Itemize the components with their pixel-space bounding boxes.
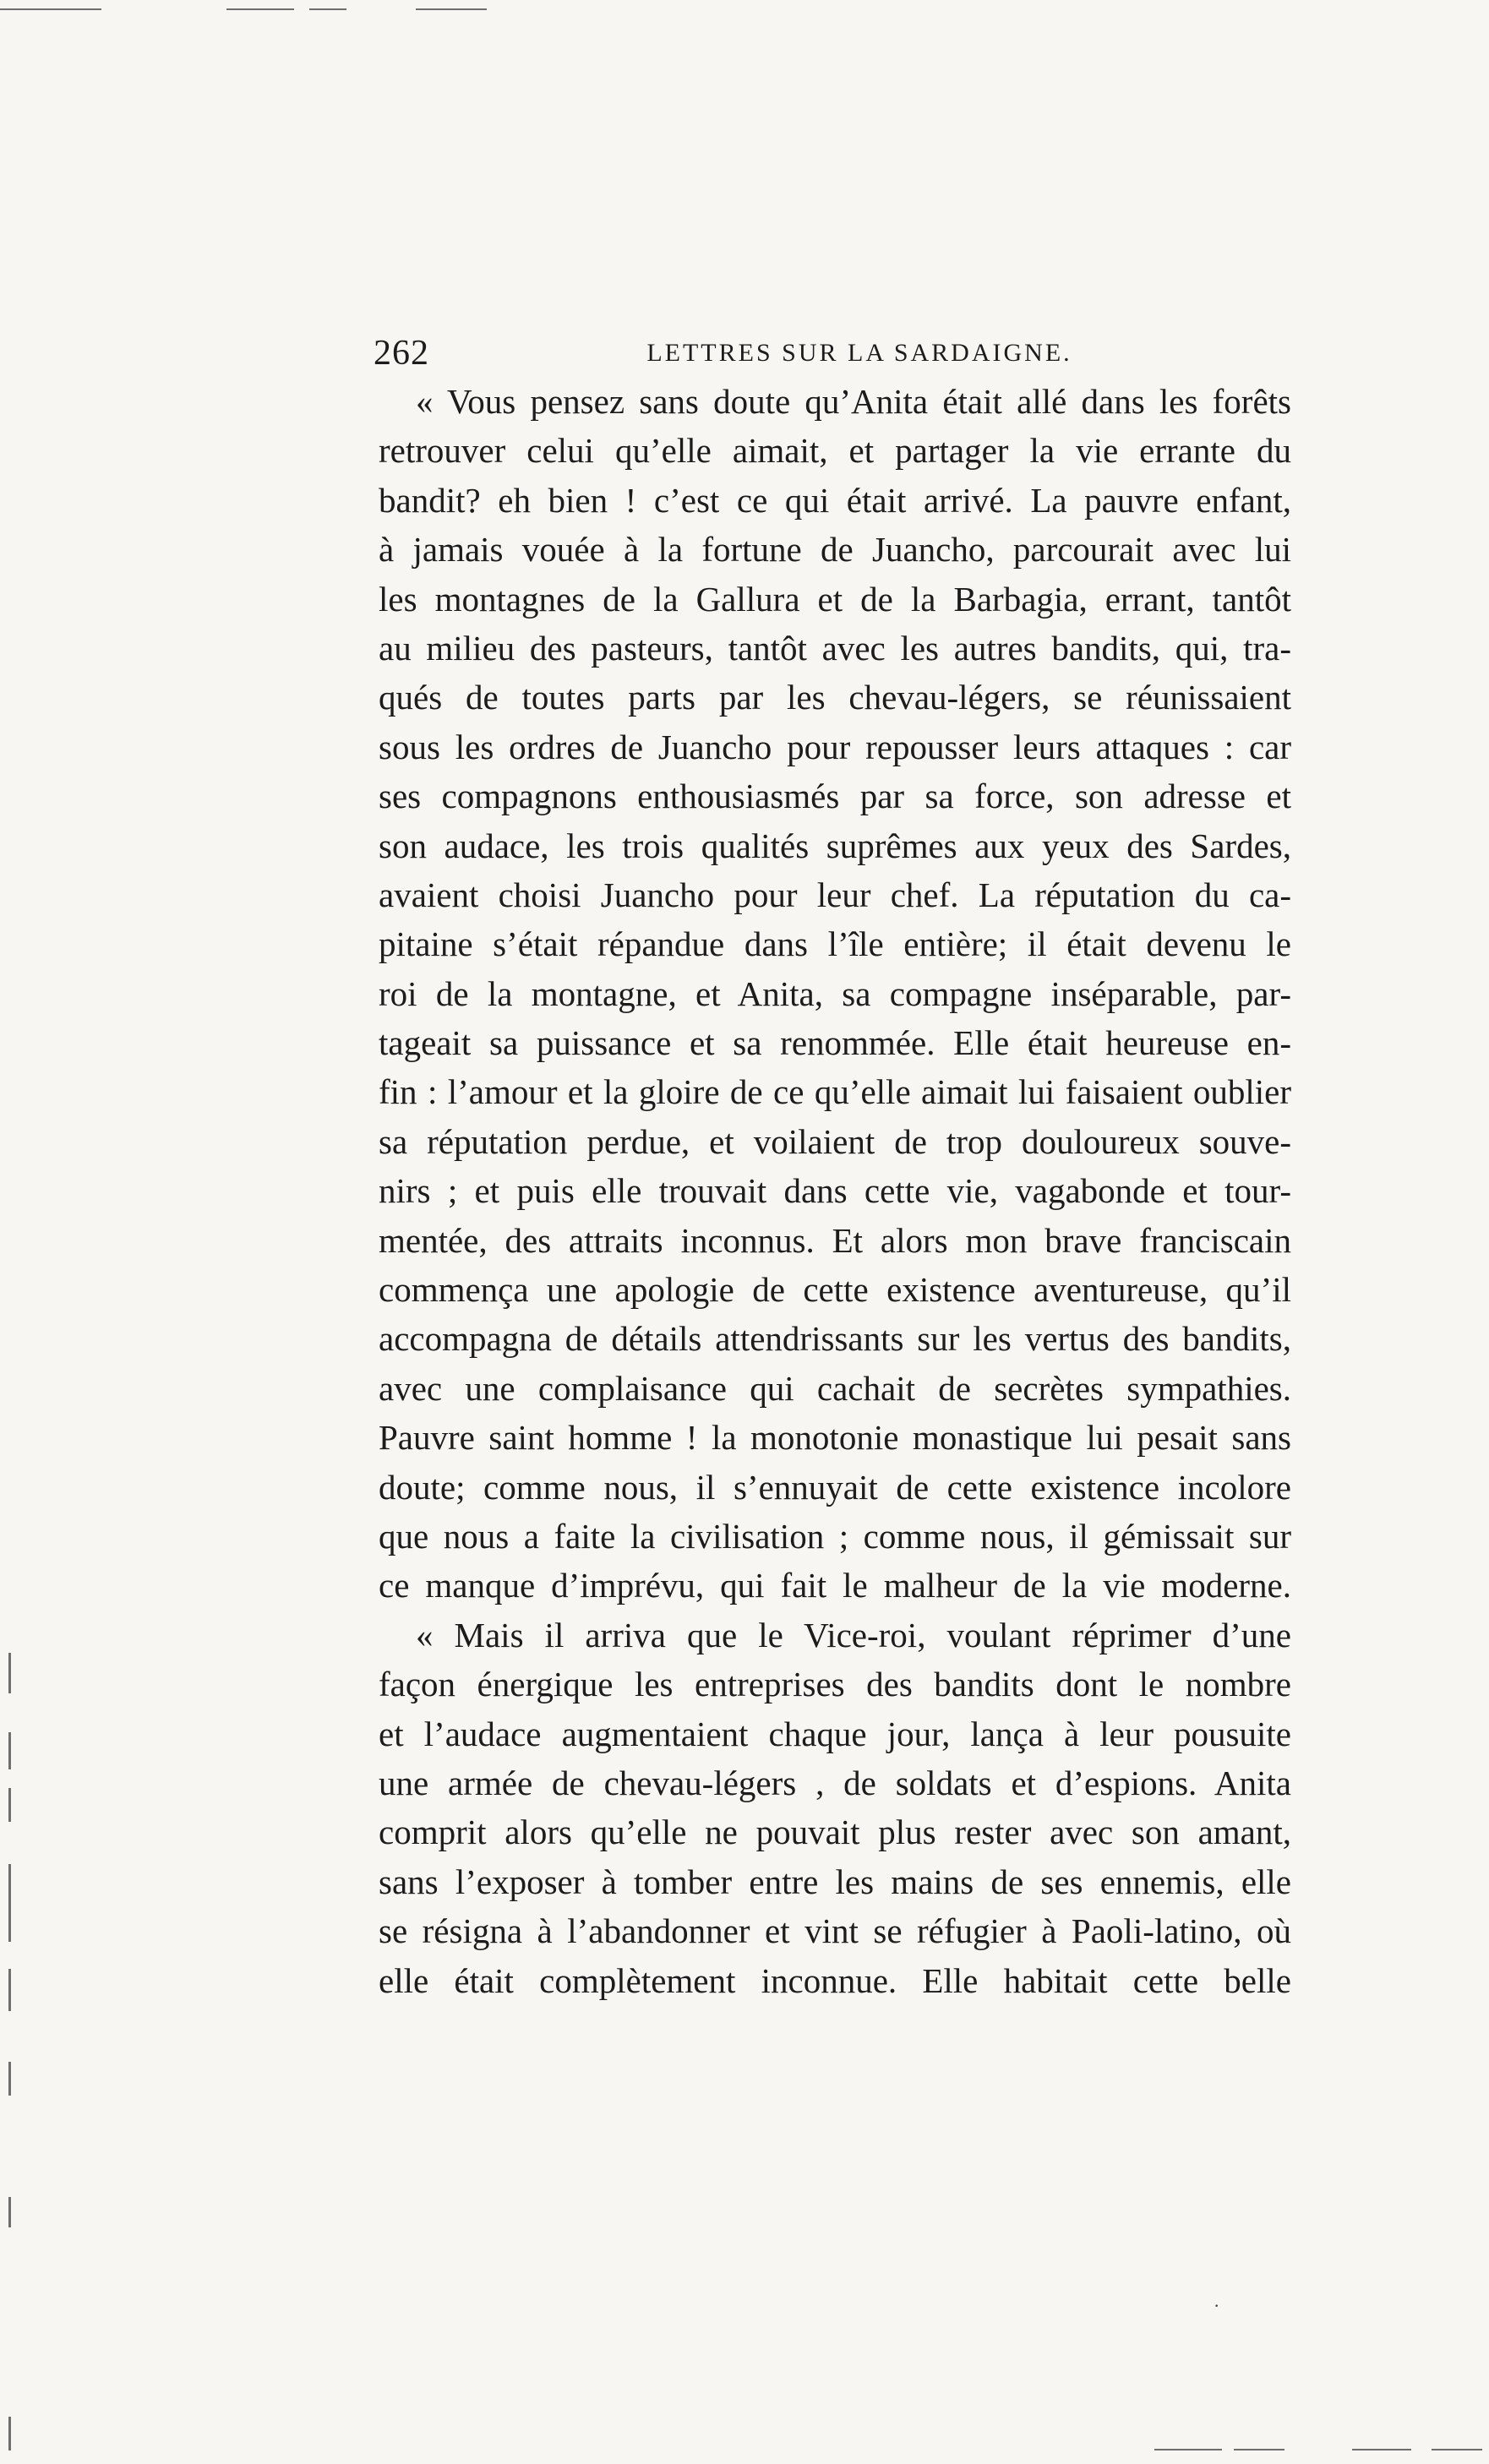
paragraph-1 — [379, 377, 1291, 1611]
text-line: se résigna à l’abandonner et vint se réfugier à Paoli-latino, où — [379, 1911, 1291, 1951]
text-line: « Mais il arriva que le Vice-roi, voulant réprimer d’une — [416, 1615, 1291, 1654]
text-line: tageait sa puissance et sa renommée. Elle était heureuse en- — [379, 1023, 1291, 1063]
scan-edge-mark — [8, 1653, 11, 1693]
text-line: sans l’exposer à tomber entre les mains de ses ennemis, elle — [379, 1862, 1291, 1901]
text-line: fin : l’amour et la gloire de ce qu’elle aimait lui faisaient oublier — [379, 1072, 1291, 1112]
scan-edge-mark — [0, 8, 101, 10]
text-line: avaient choisi Juancho pour leur chef. La réputation du ca- — [379, 875, 1291, 914]
paragraph-2 — [379, 1611, 1291, 2005]
scan-edge-mark — [8, 1864, 11, 1942]
text-line: son audace, les trois qualités suprêmes aux yeux des Sardes, — [379, 826, 1291, 865]
running-title: LETTRES SUR LA SARDAIGNE. — [646, 339, 1072, 367]
scan-edge-mark — [226, 8, 294, 10]
text-line: ses compagnons enthousiasmés par sa force, son adresse et — [379, 777, 1291, 816]
text-line: bandit? eh bien ! c’est ce qui était arrivé. La pauvre enfant, — [379, 480, 1291, 520]
scan-edge-mark — [8, 2062, 11, 2096]
text-line: retrouver celui qu’elle aimait, et partager la vie errante du — [379, 431, 1291, 471]
text-line: comprit alors qu’elle ne pouvait plus rester avec son amant, — [379, 1813, 1291, 1852]
scan-edge-mark — [1154, 2449, 1222, 2450]
text-line: à jamais vouée à la fortune de Juancho, parcourait avec lui — [379, 530, 1291, 570]
scan-edge-mark — [416, 8, 487, 10]
text-line: doute; comme nous, il s’ennuyait de cette existence incolore — [379, 1467, 1291, 1507]
ink-speck-mark: · — [1214, 2295, 1220, 2316]
page-number: 262 — [374, 334, 429, 373]
scan-edge-mark — [1234, 2449, 1284, 2450]
text-line: nirs ; et puis elle trouvait dans cette vie, vagabonde et tour- — [379, 1171, 1291, 1211]
scan-edge-mark — [8, 2417, 11, 2450]
text-line: pitaine s’était répandue dans l’île entière; il était devenu le — [379, 924, 1291, 964]
scan-edge-mark — [309, 8, 346, 10]
scan-edge-mark — [8, 1732, 11, 1769]
text-line: les montagnes de la Gallura et de la Barbagia, errant, tantôt — [379, 579, 1291, 619]
scan-edge-mark — [8, 1969, 11, 2011]
scan-edge-mark — [8, 1788, 11, 1822]
text-line: et l’audace augmentaient chaque jour, lança à leur pousuite — [379, 1714, 1291, 1753]
text-line: qués de toutes parts par les chevau-légers, se réunissaient — [379, 678, 1291, 717]
text-line: au milieu des pasteurs, tantôt avec les autres bandits, qui, tra- — [379, 628, 1291, 668]
scan-edge-mark — [1352, 2449, 1411, 2450]
body-text — [379, 377, 1291, 2005]
text-line: « Vous pensez sans doute qu’Anita était allé dans les forêts — [416, 382, 1291, 421]
text-line: commença une apologie de cette existence aventureuse, qu’il — [379, 1270, 1291, 1310]
scan-edge-mark — [1432, 2449, 1482, 2450]
text-line: ce manque d’imprévu, qui fait le malheur de la vie moderne. — [379, 1566, 1291, 1605]
text-line: que nous a faite la civilisation ; comme nous, il gémissait sur — [379, 1516, 1291, 1556]
text-line: sous les ordres de Juancho pour repousser leurs attaques : car — [379, 727, 1291, 766]
text-line: Pauvre saint homme ! la monotonie monastique lui pesait sans — [379, 1418, 1291, 1458]
text-line: façon énergique les entreprises des bandits dont le nombre — [379, 1665, 1291, 1704]
text-line: avec une complaisance qui cachait de secrètes sympathies. — [379, 1368, 1291, 1408]
text-line: mentée, des attraits inconnus. Et alors mon brave franciscain — [379, 1220, 1291, 1260]
scan-edge-mark — [8, 2197, 11, 2227]
text-line: roi de la montagne, et Anita, sa compagne inséparable, par- — [379, 973, 1291, 1013]
text-line: elle était complètement inconnue. Elle habitait cette belle — [379, 1960, 1291, 2000]
text-line: une armée de chevau-légers , de soldats et d’espions. Anita — [379, 1763, 1291, 1802]
text-line: sa réputation perdue, et voilaient de trop douloureux souve- — [379, 1121, 1291, 1161]
text-line: accompagna de détails attendrissants sur les vertus des bandits, — [379, 1319, 1291, 1359]
page-header — [374, 330, 1295, 377]
